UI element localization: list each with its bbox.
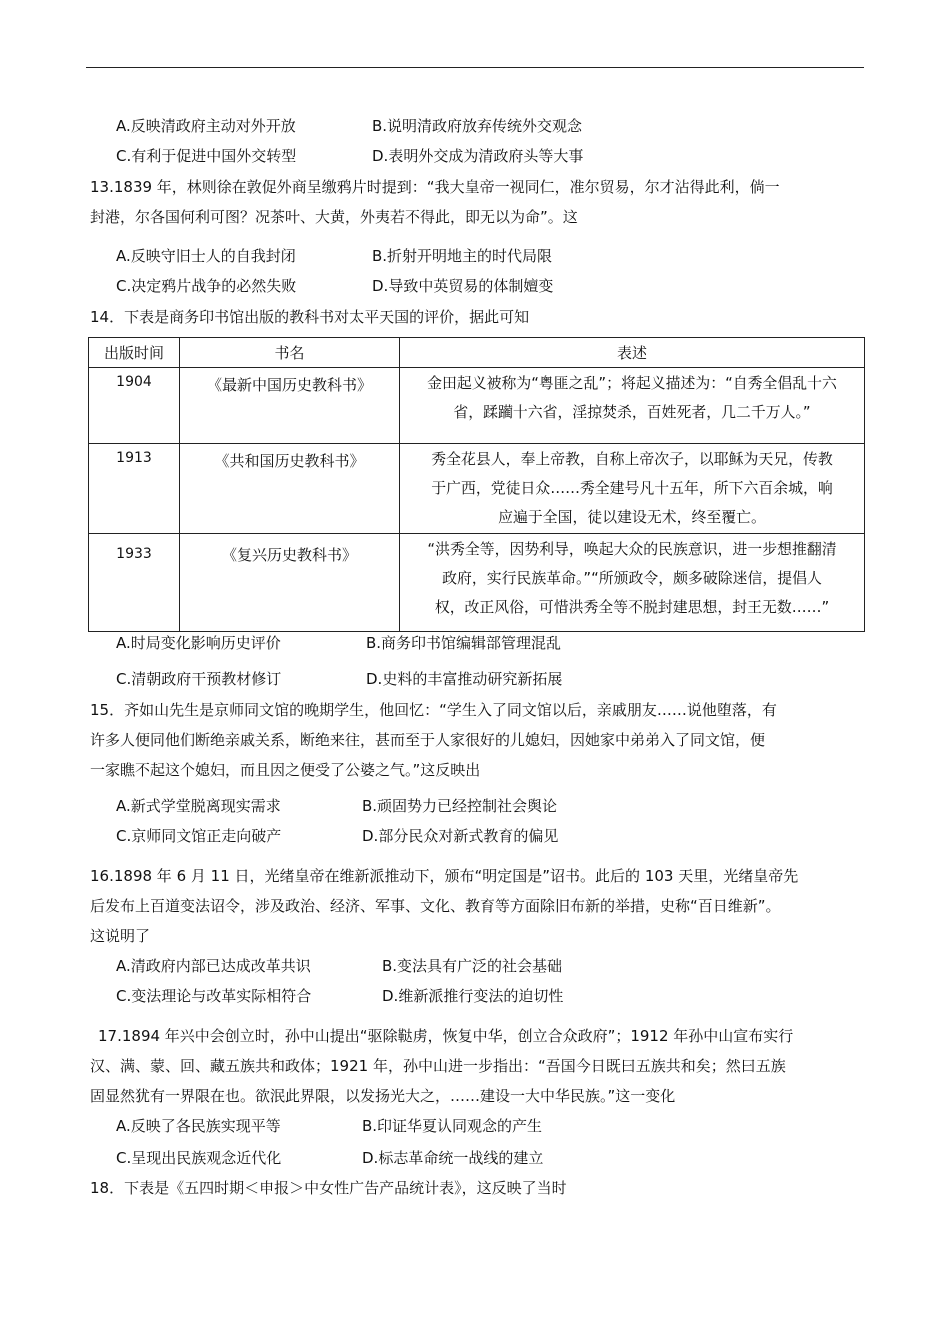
q12-option-d[interactable]: D.表明外交成为清政府头等大事 <box>372 147 584 165</box>
q16-option-c[interactable]: C.变法理论与改革实际相符合 <box>116 987 312 1005</box>
header-rule <box>86 67 864 68</box>
q15-option-c[interactable]: C.京师同文馆正走向破产 <box>116 827 282 845</box>
row-desc-line: 应遍于全国，徒以建设无术，终至覆亡。 <box>498 508 766 526</box>
q14-option-a[interactable]: A.时局变化影响历史评价 <box>116 634 281 652</box>
table-row <box>89 444 865 534</box>
row-desc-line: “洪秀全等，因势利导，唤起大众的民族意识，进一步想推翻清 <box>427 540 837 558</box>
q17-stem-line-1: 17.1894 年兴中会创立时，孙中山提出“驱除鞑虏，恢复中华，创立合众政府”；1912 年孙中山宣布实行 <box>98 1027 794 1045</box>
q13-option-c[interactable]: C.决定鸦片战争的必然失败 <box>116 277 297 295</box>
q16-option-b[interactable]: B.变法具有广泛的社会基础 <box>382 957 563 975</box>
header-desc: 表述 <box>400 338 865 368</box>
row-desc-line: 秀全花县人，奉上帝教，自称上帝次子，以耶稣为天兄，传教 <box>431 450 833 468</box>
row-desc-line: 政府，实行民族革命。”“所颁政令，颇多破除迷信，提倡人 <box>442 569 822 587</box>
row-year: 1933 <box>89 534 180 632</box>
q17-stem-line-3: 固显然犹有一界限在也。欲泯此界限，以发扬光大之，……建设一大中华民族。”这一变化 <box>90 1087 676 1105</box>
table-row <box>89 534 865 632</box>
q12-option-c[interactable]: C.有利于促进中国外交转型 <box>116 147 297 165</box>
row-year: 1913 <box>89 444 180 534</box>
q12-option-b[interactable]: B.说明清政府放弃传统外交观念 <box>372 117 583 135</box>
row-book: 《共和国历史教科书》 <box>180 444 400 534</box>
q14-option-d[interactable]: D.史料的丰富推动研究新拓展 <box>366 670 563 688</box>
q15-option-a[interactable]: A.新式学堂脱离现实需求 <box>116 797 281 815</box>
q15-stem-line-1: 15．齐如山先生是京师同文馆的晚期学生，他回忆：“学生入了同文馆以后，亲戚朋友……说他堕落，有 <box>90 701 777 719</box>
row-desc-line: 权，改正风俗，可惜洪秀全等不脱封建思想，封王无数……” <box>434 598 830 616</box>
row-desc-line: 省，蹂躏十六省，淫掠焚杀，百姓死者，几二千万人。” <box>453 403 811 421</box>
q15-option-b[interactable]: B.顽固势力已经控制社会舆论 <box>362 797 558 815</box>
row-desc-line: 于广西，党徒日众……秀全建号凡十五年，所下六百余城，响 <box>431 479 833 497</box>
q14-option-b[interactable]: B.商务印书馆编辑部管理混乱 <box>366 634 562 652</box>
q16-stem-line-3: 这说明了 <box>90 927 151 945</box>
q18-stem: 18．下表是《五四时期＜申报＞中女性广告产品统计表》，这反映了当时 <box>90 1179 567 1197</box>
row-year: 1904 <box>89 368 180 444</box>
q16-option-d[interactable]: D.维新派推行变法的迫切性 <box>382 987 564 1005</box>
q16-stem-line-1: 16.1898 年 6 月 11 日，光绪皇帝在维新派推动下，颁布“明定国是”诏书。此后的 103 天里，光绪皇帝先 <box>90 867 799 885</box>
q16-option-a[interactable]: A.清政府内部已达成改革共识 <box>116 957 311 975</box>
q14-stem: 14．下表是商务印书馆出版的教科书对太平天国的评价，据此可知 <box>90 308 530 326</box>
q13-option-d[interactable]: D.导致中英贸易的体制嬗变 <box>372 277 554 295</box>
q16-stem-line-2: 后发布上百道变法诏令，涉及政治、经济、军事、文化、教育等方面除旧布新的举措，史称“百日维新”。 <box>90 897 781 915</box>
q13-option-a[interactable]: A.反映守旧士人的自我封闭 <box>116 247 296 265</box>
q13-option-b[interactable]: B.折射开明地主的时代局限 <box>372 247 553 265</box>
row-book: 《最新中国历史教科书》 <box>180 368 400 444</box>
table-header-row <box>89 338 865 368</box>
q14-option-c[interactable]: C.清朝政府干预教材修订 <box>116 670 282 688</box>
row-desc-line: 金田起义被称为“粤匪之乱”；将起义描述为：“自秀全倡乱十六 <box>427 374 837 392</box>
q17-option-b[interactable]: B.印证华夏认同观念的产生 <box>362 1117 543 1135</box>
header-book: 书名 <box>180 338 400 368</box>
q13-stem-line-2: 封港，尔各国何利可图？况茶叶、大黄，外夷若不得此，即无以为命”。这 <box>90 208 578 226</box>
row-desc <box>400 368 865 444</box>
q15-option-d[interactable]: D.部分民众对新式教育的偏见 <box>362 827 559 845</box>
q13-stem-line-1: 13.1839 年，林则徐在敦促外商呈缴鸦片时提到：“我大皇帝一视同仁，准尔贸易，尔才沾得此利，倘一 <box>90 178 780 196</box>
q14-table <box>88 337 865 632</box>
q17-option-a[interactable]: A.反映了各民族实现平等 <box>116 1117 281 1135</box>
q12-option-a[interactable]: A.反映清政府主动对外开放 <box>116 117 296 135</box>
q17-stem-line-2: 汉、满、蒙、回、藏五族共和政体；1921 年，孙中山进一步指出：“吾国今日既曰五族共和矣；然曰五族 <box>90 1057 786 1075</box>
q17-option-c[interactable]: C.呈现出民族观念近代化 <box>116 1149 282 1167</box>
row-desc <box>400 444 865 534</box>
row-book: 《复兴历史教科书》 <box>180 534 400 632</box>
row-desc <box>400 534 865 632</box>
table-row <box>89 368 865 444</box>
q15-stem-line-2: 许多人便同他们断绝亲戚关系，断绝来往，甚而至于人家很好的儿媳妇，因她家中弟弟入了同文馆，便 <box>90 731 766 749</box>
q15-stem-line-3: 一家瞧不起这个媳妇，而且因之便受了公婆之气。”这反映出 <box>90 761 481 779</box>
q17-option-d[interactable]: D.标志革命统一战线的建立 <box>362 1149 544 1167</box>
header-year: 出版时间 <box>89 338 180 368</box>
